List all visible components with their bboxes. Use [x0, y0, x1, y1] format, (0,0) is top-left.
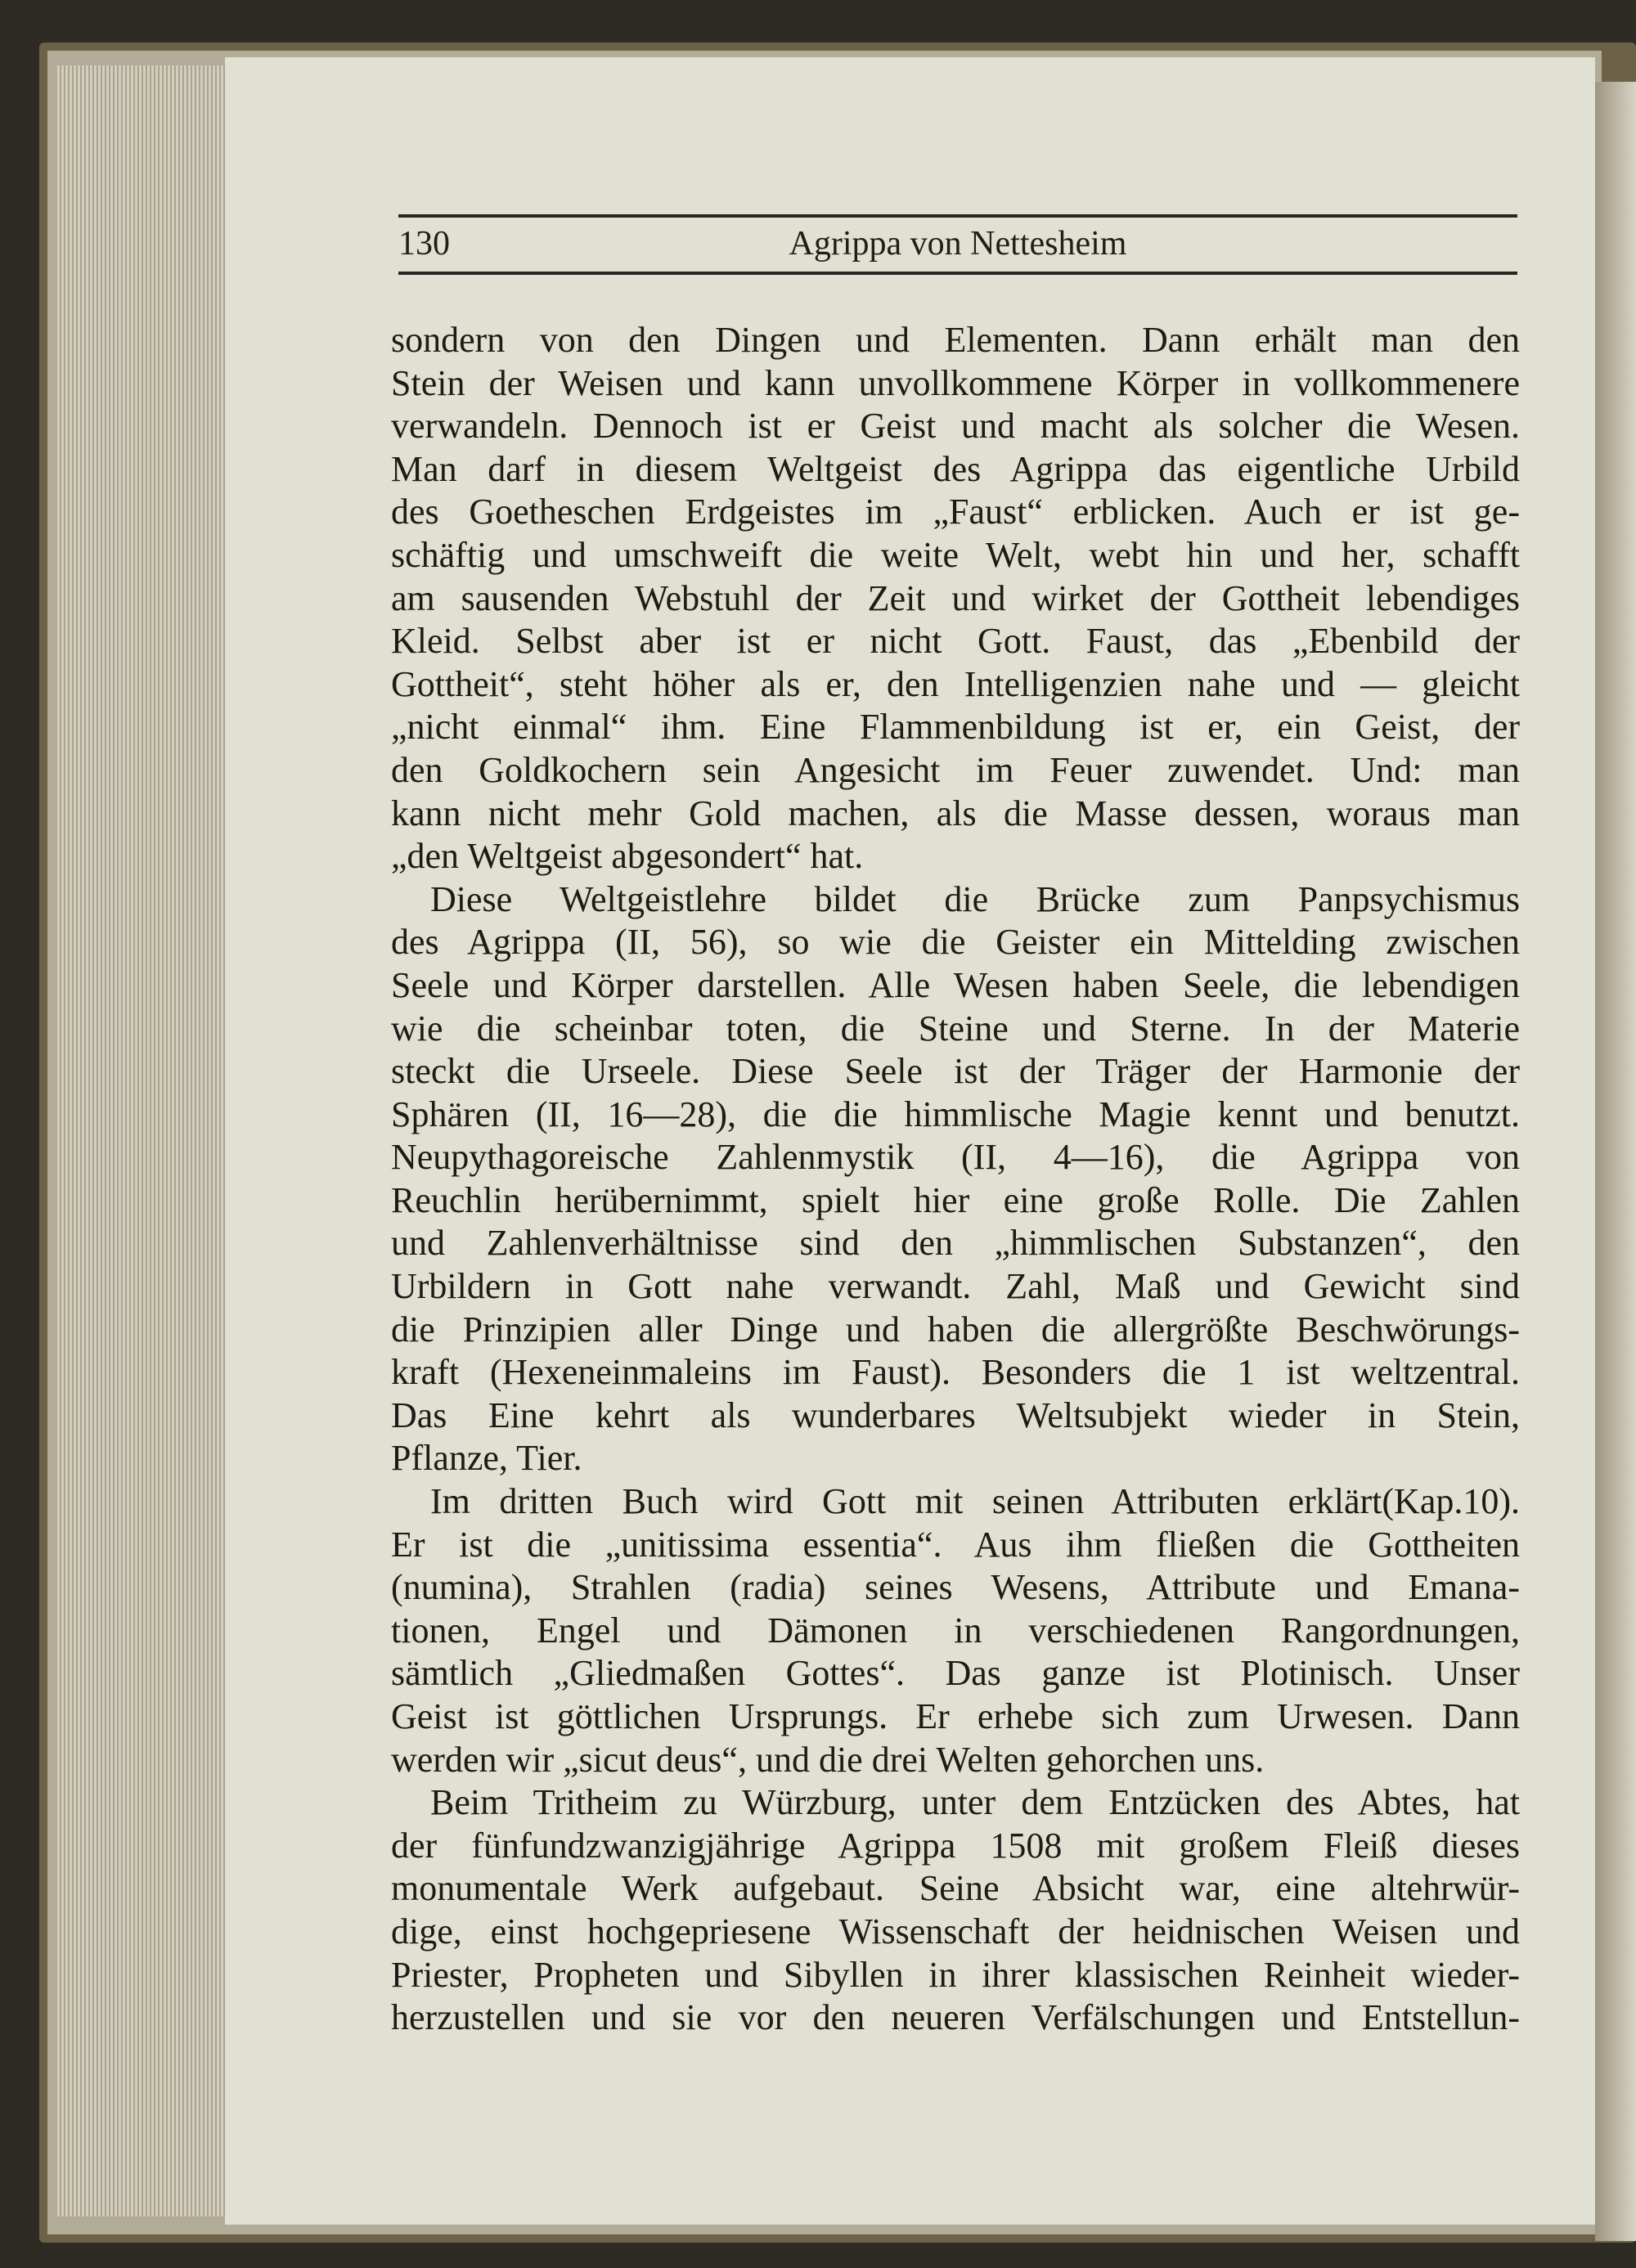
text-line: Pflanze, Tier. — [391, 1438, 582, 1479]
text-line: werden wir „sicut deus“, und die drei Welten gehorchen uns. — [391, 1739, 1265, 1780]
text-line: des Agrippa (II, 56), so wie die Geister ein Mittelding zwischen — [391, 922, 1520, 963]
text-line: verwandeln. Dennoch ist er Geist und macht als solcher die Wesen. — [391, 406, 1520, 447]
text-line: Sphären (II, 16—28), die die himmlische Magie kennt und benutzt. — [391, 1094, 1520, 1134]
text-line: „den Weltgeist abgesondert“ hat. — [391, 836, 864, 877]
text-line: am sausenden Webstuhl der Zeit und wirket der Gottheit lebendiges — [391, 577, 1520, 618]
text-line: wie die scheinbar toten, die Steine und Sterne. In der Materie — [391, 1008, 1520, 1049]
paragraph-1 — [391, 319, 1520, 878]
text-line: Stein der Weisen und kann unvollkommene Körper in vollkommenere — [391, 362, 1520, 403]
text-line: der fünfundzwanzigjährige Agrippa 1508 mit großem Fleiß dieses — [391, 1825, 1520, 1866]
text-line: schäftig und umschweift die weite Welt, webt hin und her, schafft — [391, 534, 1520, 575]
text-line: sondern von den Dingen und Elementen. Dann erhält man den — [391, 320, 1520, 360]
text-line: steckt die Urseele. Diese Seele ist der Träger der Harmonie der — [391, 1051, 1520, 1092]
text-line: Er ist die „unitissima essentia“. Aus ihm fließen die Gottheiten — [391, 1524, 1520, 1565]
text-line: Im dritten Buch wird Gott mit seinen Attributen erklärt(Kap.10). — [430, 1481, 1520, 1522]
header-rule-bottom — [398, 272, 1517, 275]
text-line: des Goetheschen Erdgeistes im „Faust“ erblicken. Auch er ist ge- — [391, 492, 1520, 532]
text-line: Man darf in diesem Weltgeist des Agrippa das eigentliche Urbild — [391, 448, 1520, 489]
text-line: den Goldkochern sein Angesicht im Feuer zuwendet. Und: man — [391, 749, 1520, 790]
text-line: Seele und Körper darstellen. Alle Wesen haben Seele, die lebendigen — [391, 964, 1520, 1005]
text-line: Das Eine kehrt als wunderbares Weltsubjekt wieder in Stein, — [391, 1394, 1520, 1435]
text-line: „nicht einmal“ ihm. Eine Flammenbildung ist er, ein Geist, der — [391, 707, 1520, 748]
paragraph-3 — [391, 1480, 1520, 1781]
text-line: Diese Weltgeistlehre bildet die Brücke zum Panpsychismus — [430, 878, 1520, 919]
text-line: herzustellen und sie vor den neueren Verfälschungen und Entstellun- — [391, 1997, 1520, 2038]
text-line: tionen, Engel und Dämonen in verschiedenen Rangordnungen, — [391, 1610, 1520, 1650]
text-line: Gottheit“, steht höher als er, den Intelligenzien nahe und — gleicht — [391, 663, 1520, 704]
text-line: Urbildern in Gott nahe verwandt. Zahl, Maß und Gewicht sind — [391, 1266, 1520, 1307]
paragraph-4 — [391, 1781, 1520, 2040]
running-head — [398, 218, 1517, 270]
text-line: kraft (Hexeneinmaleins im Faust). Besonders die 1 ist weltzentral. — [391, 1352, 1520, 1393]
text-line: dige, einst hochgepriesene Wissenschaft der heidnischen Weisen und — [391, 1911, 1520, 1951]
text-line: kann nicht mehr Gold machen, als die Masse dessen, woraus man — [391, 793, 1520, 833]
text-line: Geist ist göttlichen Ursprungs. Er erhebe sich zum Urwesen. Dann — [391, 1696, 1520, 1736]
text-line: (numina), Strahlen (radia) seines Wesens, Attribute und Emana- — [391, 1567, 1520, 1608]
paragraph-2 — [391, 878, 1520, 1480]
text-line: die Prinzipien aller Dinge und haben die allergrößte Beschwörungs- — [391, 1309, 1520, 1350]
text-line: Reuchlin herübernimmt, spielt hier eine große Rolle. Die Zahlen — [391, 1179, 1520, 1220]
text-line: Priester, Propheten und Sibyllen in ihrer klassischen Reinheit wieder- — [391, 1954, 1520, 1995]
text-line: sämtlich „Gliedmaßen Gottes“. Das ganze ist Plotinisch. Unser — [391, 1653, 1520, 1694]
facing-page-edge — [1595, 82, 1636, 2241]
text-line: Kleid. Selbst aber ist er nicht Gott. Faust, das „Ebenbild der — [391, 621, 1520, 662]
text-line: und Zahlenverhältnisse sind den „himmlischen Substanzen“, den — [391, 1223, 1520, 1264]
page-edges — [57, 65, 229, 2216]
text-line: Neupythagoreische Zahlenmystik (II, 4—16), die Agrippa von — [391, 1137, 1520, 1178]
text-line: Beim Tritheim zu Würzburg, unter dem Entzücken des Abtes, hat — [430, 1782, 1520, 1823]
text-line: monumentale Werk aufgebaut. Seine Absicht war, eine altehrwür- — [391, 1868, 1520, 1909]
page-number: 130 — [398, 225, 450, 263]
body-text — [391, 319, 1520, 2040]
running-title: Agrippa von Nettesheim — [789, 225, 1127, 263]
